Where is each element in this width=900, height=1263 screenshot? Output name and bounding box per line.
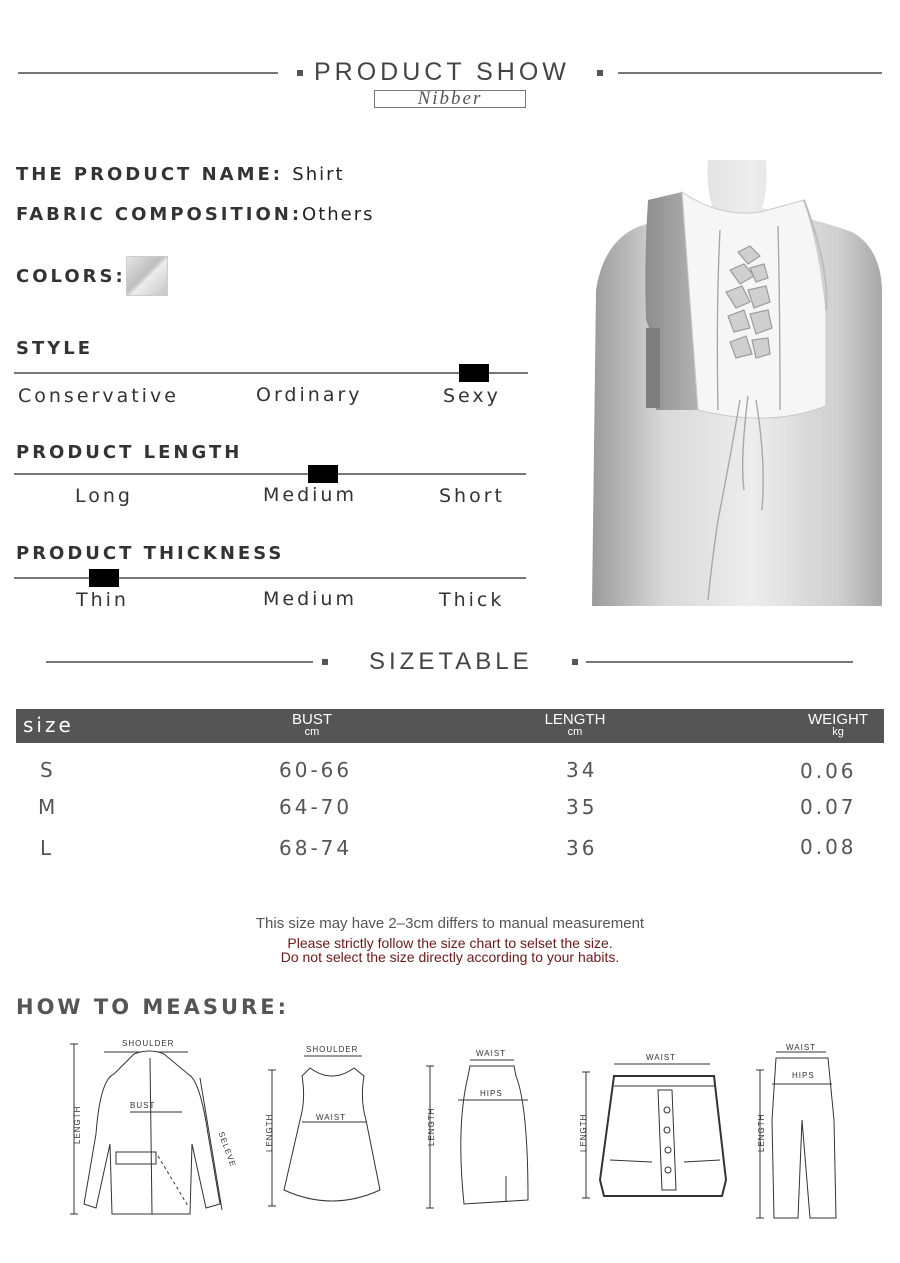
col-weight-label: WEIGHT: [808, 711, 868, 728]
length-option-long: Long: [75, 485, 133, 507]
style-option-sexy: Sexy: [443, 385, 501, 407]
row-l-bust: 68-74: [279, 836, 353, 860]
col-bust-unit: cm: [304, 726, 320, 738]
header-rule-left: [18, 72, 278, 74]
col-size: [23, 715, 74, 735]
col-length: [535, 712, 615, 738]
sizetable-title: SIZETABLE: [369, 648, 533, 675]
sizetable-bullet-right: [572, 659, 578, 665]
row-l-weight: 0.08: [800, 835, 857, 859]
dress-length-label: LENGTH: [265, 1113, 274, 1152]
jacket-sleeve-label: SELEVE: [216, 1130, 238, 1169]
row-s-size: S: [40, 758, 56, 782]
row-m-size: M: [38, 795, 59, 819]
thickness-option-medium: Medium: [263, 588, 357, 610]
header-rule-right: [618, 72, 882, 74]
pants-length-label: LENGTH: [757, 1113, 766, 1152]
product-name-row: [16, 164, 345, 185]
header-bullet-right: [597, 70, 603, 76]
col-bust-label: BUST: [291, 711, 332, 728]
thickness-marker: [89, 569, 119, 587]
row-s-weight: 0.06: [800, 759, 857, 783]
header-bullet-left: [297, 70, 303, 76]
col-bust: [272, 712, 352, 738]
skirt-waist-label: WAIST: [476, 1049, 507, 1058]
shorts-length-label: LENGTH: [579, 1113, 588, 1152]
row-m-bust: 64-70: [279, 795, 353, 819]
length-scale-line: [14, 473, 526, 475]
sizetable-rule-left: [46, 661, 313, 663]
jacket-bust-label: BUST: [130, 1101, 156, 1110]
dress-waist-label: WAIST: [316, 1113, 347, 1122]
thickness-option-thick: Thick: [439, 589, 505, 611]
note-follow-chart: Please strictly follow the size chart to selset the size.: [287, 935, 613, 951]
col-weight: [798, 712, 878, 738]
length-option-short: Short: [439, 485, 505, 507]
row-m-length: 35: [566, 795, 598, 819]
colors-label: COLORS:: [16, 266, 126, 287]
fabric-row: [16, 204, 375, 225]
note-measurement: This size may have 2–3cm differs to manual measurement: [255, 915, 645, 932]
col-weight-unit: kg: [832, 726, 844, 738]
jacket-diagram: [60, 1034, 240, 1219]
col-length-label: LENGTH: [544, 711, 606, 728]
row-m-weight: 0.07: [800, 795, 857, 819]
page-title: PRODUCT SHOW: [314, 58, 570, 86]
length-title: PRODUCT LENGTH: [16, 442, 243, 463]
col-size-label: size: [23, 713, 74, 737]
row-s-bust: 60-66: [279, 758, 353, 782]
brand-name: Nibber: [417, 88, 483, 109]
row-l-size: L: [40, 836, 55, 860]
sizetable-bullet-left: [322, 659, 328, 665]
skirt-length-label: LENGTH: [427, 1107, 436, 1146]
jacket-shoulder-label: SHOULDER: [122, 1039, 175, 1048]
jacket-length-label: LENGTH: [73, 1105, 82, 1144]
product-name-label: THE PRODUCT NAME:: [16, 164, 283, 185]
length-marker: [308, 465, 338, 483]
fabric-value: Others: [302, 204, 375, 225]
style-scale-line: [14, 372, 528, 374]
row-s-length: 34: [566, 758, 598, 782]
measure-title: HOW TO MEASURE:: [16, 995, 289, 1019]
pants-hips-label: HIPS: [792, 1071, 815, 1080]
skirt-hips-label: HIPS: [480, 1089, 503, 1098]
pants-waist-label: WAIST: [786, 1043, 817, 1052]
style-option-conservative: Conservative: [18, 385, 179, 407]
style-option-ordinary: Ordinary: [256, 384, 363, 406]
sizetable-rule-right: [586, 661, 853, 663]
dress-diagram: [262, 1040, 392, 1210]
color-swatch[interactable]: [126, 256, 168, 296]
thickness-option-thin: Thin: [76, 589, 129, 611]
length-option-medium: Medium: [263, 484, 357, 506]
col-length-unit: cm: [567, 726, 583, 738]
dress-shoulder-label: SHOULDER: [306, 1045, 359, 1054]
size-table-header: [16, 709, 884, 743]
note-habits: Do not select the size directly according to your habits.: [280, 949, 620, 965]
thickness-title: PRODUCT THICKNESS: [16, 543, 285, 564]
product-photo: [590, 160, 884, 606]
shorts-diagram: [574, 1050, 744, 1205]
pants-diagram: [748, 1040, 848, 1225]
style-marker: [459, 364, 489, 382]
fabric-label: FABRIC COMPOSITION:: [16, 204, 303, 225]
product-name-value: Shirt: [292, 164, 345, 185]
row-l-length: 36: [566, 836, 598, 860]
skirt-diagram: [414, 1046, 544, 1216]
brand-box: [374, 90, 526, 108]
shorts-waist-label: WAIST: [646, 1053, 677, 1062]
style-title: STYLE: [16, 338, 94, 359]
